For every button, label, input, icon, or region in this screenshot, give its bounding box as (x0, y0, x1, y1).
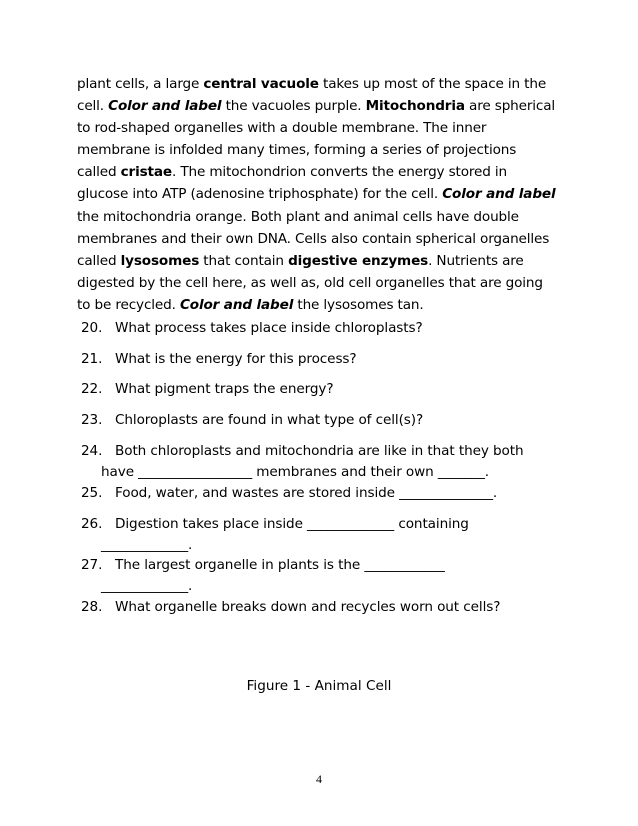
question-23 (81, 412, 423, 428)
paragraph-text: called (77, 252, 121, 269)
question-text: What pigment traps the energy? (115, 381, 334, 397)
question-text: Food, water, and wastes are stored inside ______________. (115, 485, 498, 501)
question-text: The largest organelle in plants is the ____________ (115, 557, 445, 573)
question-text: Both chloroplasts and mitochondria are like in that they both (115, 443, 524, 459)
question-21 (81, 351, 357, 367)
question-20 (81, 320, 423, 336)
paragraph-line (77, 95, 567, 117)
question-number: 24. (81, 443, 103, 459)
figure-caption: Figure 1 - Animal Cell (246, 678, 392, 694)
key-term: digestive enzymes (288, 252, 429, 269)
paragraph-text: glucose into ATP (adenosine triphosphate) for the cell. (77, 186, 443, 203)
question-28 (81, 599, 500, 615)
instruction-text: Color and label (442, 186, 556, 203)
paragraph-line (77, 206, 567, 228)
paragraph-text: digested by the cell here, as well as, old cell organelles that are going (77, 274, 543, 291)
question-25 (81, 485, 497, 501)
key-term: central vacuole (203, 76, 319, 92)
paragraph-line (77, 161, 567, 183)
paragraph-line (77, 294, 567, 316)
paragraph-text: the lysosomes tan. (293, 296, 424, 313)
paragraph-text: cell. (77, 98, 109, 115)
paragraph-text: the vacuoles purple. (221, 98, 366, 115)
page-number: 4 (316, 772, 322, 786)
question-number: 21. (81, 351, 103, 367)
question-22 (81, 381, 333, 397)
question-text: What organelle breaks down and recycles worn out cells? (115, 599, 501, 615)
question-number: 23. (81, 412, 103, 428)
paragraph-line (77, 272, 567, 294)
question-text: What is the energy for this process? (115, 351, 357, 367)
question-24-continuation: have _________________ membranes and their own _______. (101, 464, 489, 480)
paragraph-text: membranes and their own DNA. Cells also contain spherical organelles (77, 230, 550, 247)
question-24 (81, 443, 524, 459)
paragraph-text: the mitochondria orange. Both plant and animal cells have double (77, 208, 519, 225)
paragraph-line (77, 73, 567, 95)
paragraph-text: that contain (199, 252, 289, 269)
key-term: lysosomes (120, 252, 200, 269)
paragraph-line (77, 250, 567, 272)
body-paragraph (77, 73, 567, 316)
instruction-text: Color and label (108, 98, 222, 115)
instruction-text: Color and label (179, 296, 294, 313)
paragraph-text: membrane is infolded many times, forming a series of projections (77, 142, 517, 159)
paragraph-text: called (77, 164, 121, 181)
question-26 (81, 516, 469, 532)
paragraph-line (77, 183, 567, 205)
paragraph-line (77, 228, 567, 250)
key-term: Mitochondria (365, 98, 465, 115)
question-number: 27. (81, 557, 103, 573)
paragraph-line (77, 139, 567, 161)
paragraph-text: are spherical (464, 98, 556, 115)
question-number: 28. (81, 599, 103, 615)
question-27 (81, 557, 445, 573)
question-text: What process takes place inside chloroplasts? (115, 320, 423, 336)
question-number: 22. (81, 381, 103, 397)
question-26-continuation: _____________. (101, 537, 193, 553)
paragraph-text: . The mitochondrion converts the energy stored in (171, 164, 507, 181)
question-27-continuation: _____________. (101, 578, 193, 594)
question-number: 20. (81, 320, 103, 336)
paragraph-text: to rod-shaped organelles with a double membrane. The inner (77, 120, 487, 137)
question-text: Chloroplasts are found in what type of cell(s)? (115, 412, 424, 428)
key-term: cristae (120, 164, 172, 181)
question-number: 26. (81, 516, 103, 532)
paragraph-text: . Nutrients are (428, 252, 524, 269)
paragraph-line (77, 117, 567, 139)
question-text: Digestion takes place inside _____________ containing (115, 516, 469, 532)
question-number: 25. (81, 485, 103, 501)
paragraph-text: plant cells, a large (77, 76, 204, 92)
paragraph-text: takes up most of the space in the (318, 76, 547, 92)
paragraph-text: to be recycled. (77, 296, 180, 313)
